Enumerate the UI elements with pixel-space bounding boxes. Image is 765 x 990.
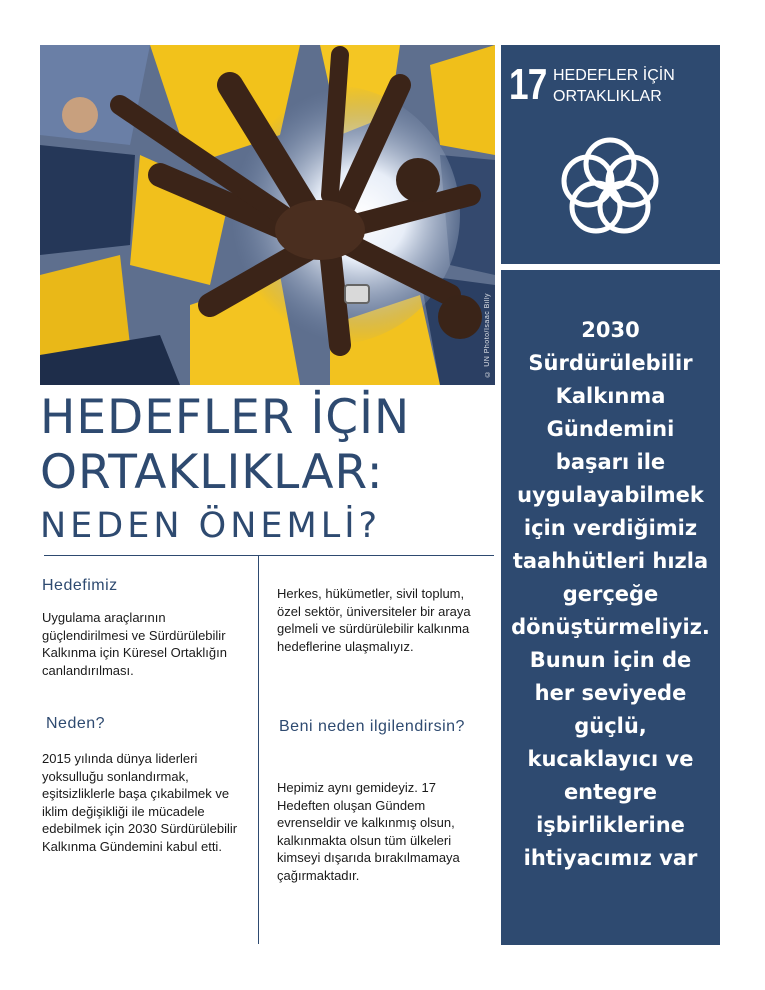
quote-line: dönüştürmeliyiz. xyxy=(511,615,710,639)
quote-line: uygulayabilmek xyxy=(517,483,704,507)
title-line-2: ORTAKLIKLAR: xyxy=(40,445,384,500)
quote-line: Kalkınma xyxy=(555,384,666,408)
quote-line: ihtiyacımız var xyxy=(523,846,698,870)
quote-line: işbirliklerine xyxy=(536,813,685,837)
interlocking-rings-icon xyxy=(555,131,665,241)
care-heading: Beni neden ilgilendirsin? xyxy=(279,718,465,735)
goal-title: HEDEFLER İÇİN ORTAKLIKLAR xyxy=(553,67,675,105)
goal-number: 17 xyxy=(509,60,547,109)
why-heading: Neden? xyxy=(46,715,106,732)
goal-heading: Hedefimiz xyxy=(42,577,118,594)
quote-line: taahhütleri hızla xyxy=(512,549,709,573)
title-line-3: NEDEN ÖNEMLİ? xyxy=(40,506,382,546)
quote-line: Sürdürülebilir xyxy=(528,351,693,375)
quote-line: 2030 xyxy=(581,318,640,342)
quote-text xyxy=(501,314,720,875)
quote-line: her seviyede xyxy=(534,681,687,705)
care-section xyxy=(279,716,479,737)
title-line-1: HEDEFLER İÇİN xyxy=(40,390,411,445)
goal-section xyxy=(42,577,242,595)
goal-text: Uygulama araçlarının güçlendirilmesi ve Sürdürülebilir Kalkınma için Küresel Ortaklığın canlandırılması. xyxy=(42,610,227,678)
quote-line: için verdiğimiz xyxy=(523,516,698,540)
quote-panel xyxy=(501,270,720,945)
page-title xyxy=(40,390,500,550)
column-divider xyxy=(258,556,259,944)
intro-text: Herkes, hükümetler, sivil toplum, özel sektör, üniversiteler bir araya gelmeli ve sürdürülebilir kalkınma hedeflerine ulaşmalıyız. xyxy=(277,586,471,654)
quote-line: kucaklayıcı ve xyxy=(527,747,694,771)
care-text: Hepimiz aynı gemideyiz. 17 Hedeften oluşan Gündem evrenseldir ve kalkınmış olsun, kalkınmakta olsun tüm ülkeleri kimseyi dışarıda bırakılmamaya çağırmaktadır. xyxy=(277,780,460,883)
horizontal-divider xyxy=(44,555,494,556)
quote-line: Gündemini xyxy=(546,417,675,441)
photo-credit: © UN Photo/Isaac Billy xyxy=(484,293,491,377)
why-section xyxy=(46,715,246,733)
goal-17-badge xyxy=(501,45,720,264)
quote-line: Bunun için de xyxy=(529,648,692,672)
quote-line: başarı ile xyxy=(555,450,666,474)
quote-line: entegre xyxy=(563,780,658,804)
quote-line: gerçeğe xyxy=(562,582,659,606)
why-text: 2015 yılında dünya liderleri yoksulluğu sonlandırmak, eşitsizliklerle başa çıkabilmek ve iklim değişikliği ile mücadele edebilmek için 2030 Sürdürülebilir Kalkınma Gündemini kabul etti. xyxy=(42,751,238,854)
quote-line: güçlü, xyxy=(574,714,647,738)
hands-together-photo xyxy=(40,45,495,385)
